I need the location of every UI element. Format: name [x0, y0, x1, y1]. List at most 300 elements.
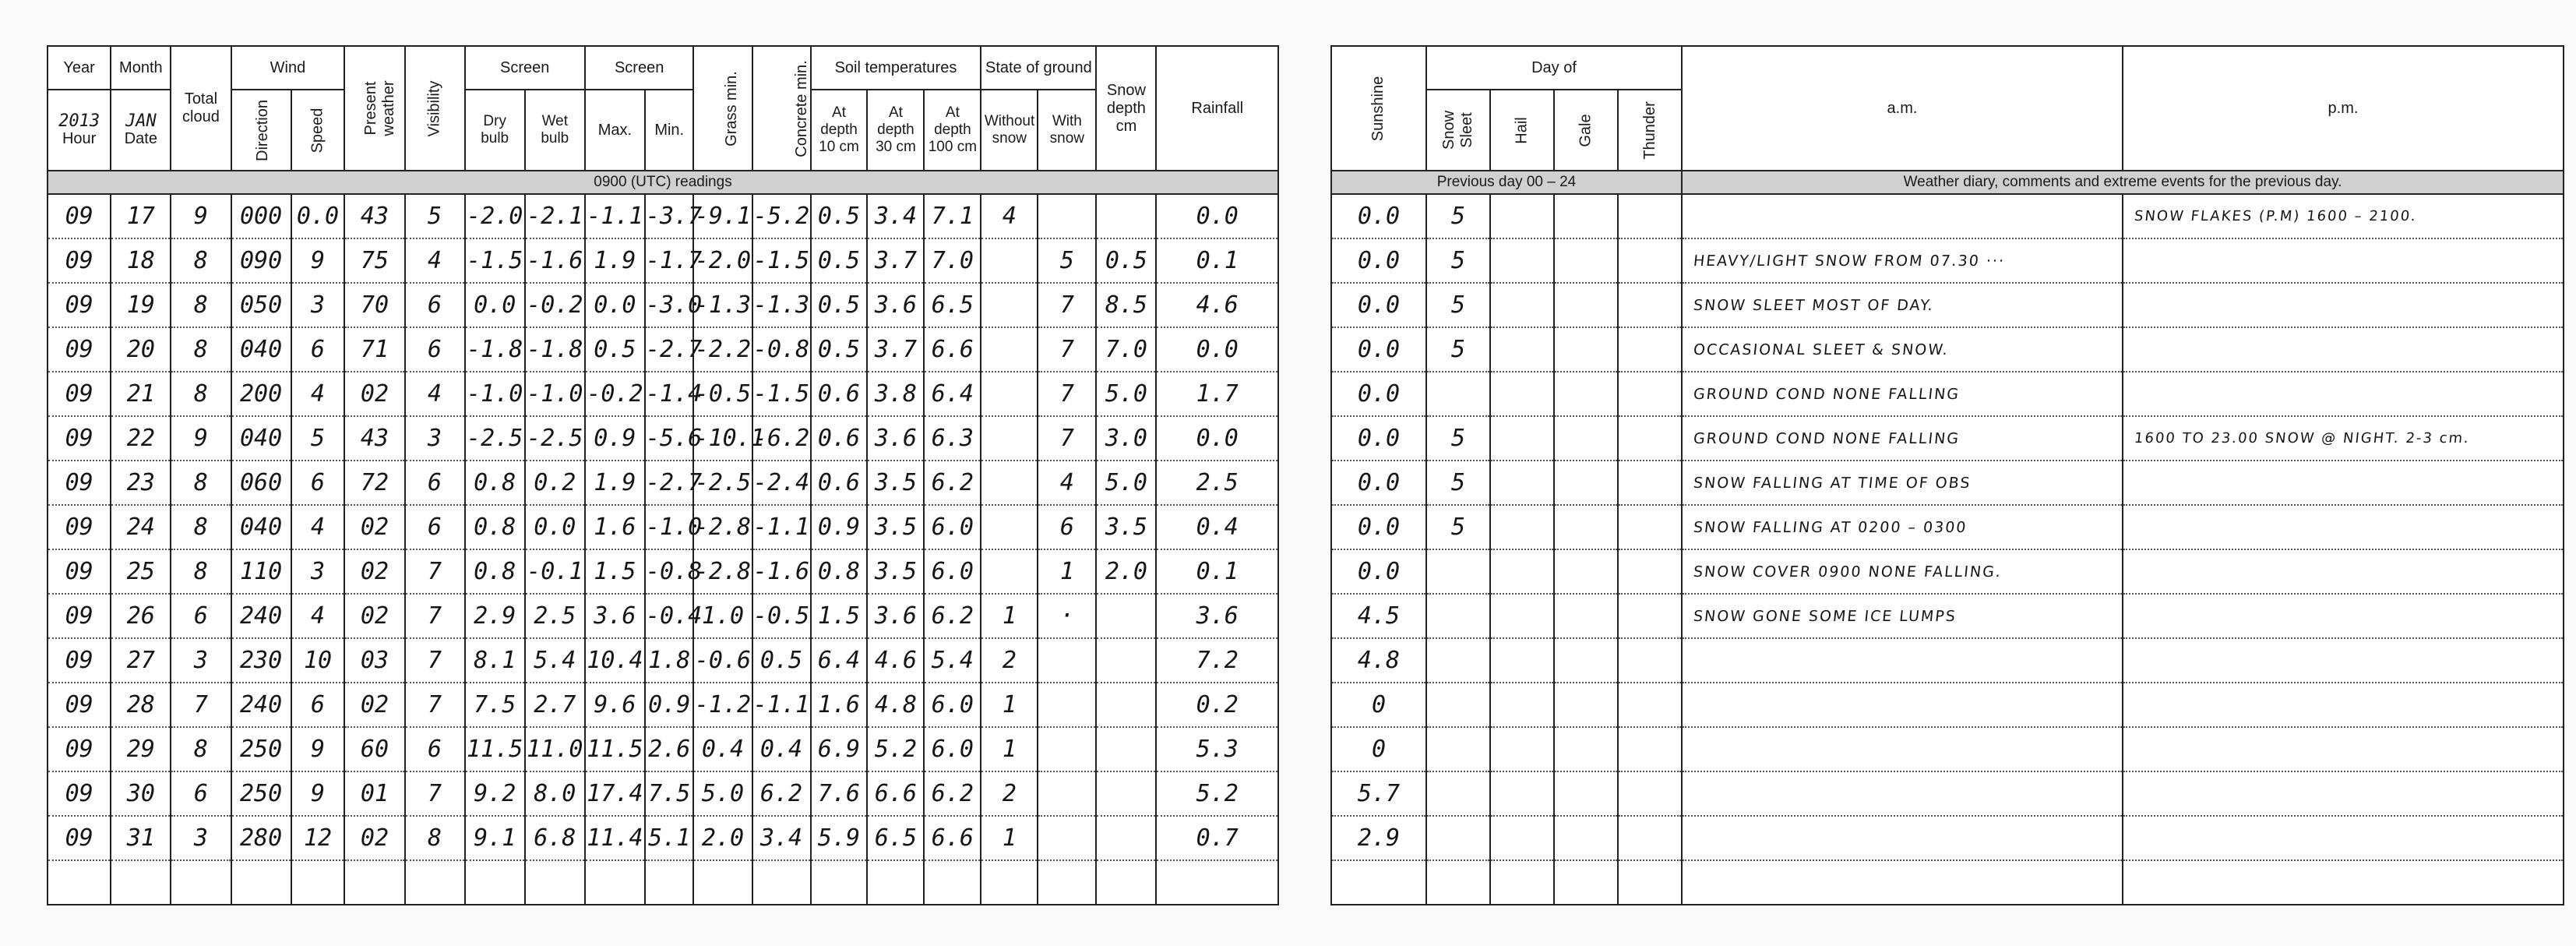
hour-cell: 09 — [48, 238, 111, 283]
hail-cell — [1490, 771, 1554, 816]
gale-cell — [1554, 238, 1618, 283]
soil-30cm-cell: 3.4 — [867, 194, 924, 238]
hour-header: 2013 Hour — [48, 90, 111, 171]
date-cell: 23 — [111, 461, 171, 505]
snow-depth-cell: 5.0 — [1096, 461, 1156, 505]
grass-min-cell: -10.1 — [693, 416, 752, 461]
sunshine-cell: 0.0 — [1331, 194, 1426, 238]
snow-depth-cell — [1096, 638, 1156, 683]
wind-speed-cell: 4 — [291, 594, 345, 638]
table-row — [48, 638, 1278, 683]
wind-speed-cell: 10 — [291, 638, 345, 683]
soil-10cm-cell: 0.9 — [811, 505, 868, 549]
ground-with-snow-cell: 5 — [1038, 238, 1096, 283]
concrete-min-cell: -0.8 — [752, 327, 811, 372]
wind-direction-cell: 230 — [231, 638, 291, 683]
soil-100cm-cell: 6.5 — [924, 283, 981, 327]
date-cell: 20 — [111, 327, 171, 372]
ground-without-snow-cell — [981, 283, 1038, 327]
thunder-cell — [1618, 505, 1682, 549]
year-header: Year — [48, 46, 111, 90]
am-cell — [1679, 683, 2125, 727]
snow-depth-cell — [1096, 816, 1156, 860]
hail-cell — [1490, 638, 1554, 683]
table-row — [48, 816, 1278, 860]
pm-cell — [2120, 238, 2566, 283]
total-cloud-cell: 8 — [171, 727, 231, 771]
table-row — [48, 372, 1278, 416]
snow-depth-cell: 3.0 — [1096, 416, 1156, 461]
hail-cell — [1490, 594, 1554, 638]
visibility-cell: 6 — [405, 727, 465, 771]
concrete-min-cell: 0.4 — [752, 727, 811, 771]
hour-cell: 09 — [48, 194, 111, 238]
wet-bulb-cell: -2.5 — [525, 416, 585, 461]
pm-cell — [2120, 372, 2566, 416]
date-cell — [111, 860, 171, 905]
ground-without-snow-cell — [981, 372, 1038, 416]
snow-cell — [1426, 816, 1490, 860]
table-row — [1331, 283, 2564, 327]
wind-speed-cell: 3 — [291, 549, 345, 594]
present-weather-cell: 43 — [344, 194, 404, 238]
depth-10cm-header: At depth 10 cm — [811, 90, 868, 171]
soil-100cm-cell — [924, 860, 981, 905]
total-cloud-cell: 8 — [171, 505, 231, 549]
date-cell: 18 — [111, 238, 171, 283]
visibility-cell: 7 — [405, 594, 465, 638]
readings-table — [47, 45, 1279, 905]
concrete-min-cell: 3.4 — [752, 816, 811, 860]
soil-30cm-cell: 6.5 — [867, 816, 924, 860]
wet-bulb-cell — [525, 860, 585, 905]
screen-min-cell: -3.0 — [645, 283, 694, 327]
ground-without-snow-cell: 1 — [981, 683, 1038, 727]
speed-header: Speed — [291, 90, 345, 171]
grass-min-cell: -1.2 — [693, 683, 752, 727]
wind-direction-cell: 110 — [231, 549, 291, 594]
soil-30cm-cell: 6.6 — [867, 771, 924, 816]
hail-cell — [1490, 683, 1554, 727]
ground-without-snow-cell — [981, 860, 1038, 905]
visibility-cell — [405, 860, 465, 905]
total-cloud-cell: 6 — [171, 594, 231, 638]
soil-10cm-cell: 6.9 — [811, 727, 868, 771]
ground-without-snow-cell: 4 — [981, 194, 1038, 238]
sunshine-header: Sunshine — [1331, 46, 1426, 171]
wet-bulb-cell: -0.1 — [525, 549, 585, 594]
concrete-min-cell: -1.3 — [752, 283, 811, 327]
total-cloud-cell: 7 — [171, 683, 231, 727]
screen-max-cell: 0.5 — [585, 327, 645, 372]
month-header: Month — [111, 46, 171, 90]
day-of-header: Day of — [1426, 46, 1682, 90]
soil-10cm-cell: 0.6 — [811, 372, 868, 416]
sunshine-cell: 0.0 — [1331, 372, 1426, 416]
sunshine-cell: 0.0 — [1331, 461, 1426, 505]
soil-100cm-cell: 6.2 — [924, 594, 981, 638]
snow-depth-cell: 5.0 — [1096, 372, 1156, 416]
soil-100cm-cell: 6.0 — [924, 549, 981, 594]
wet-bulb-cell: 2.7 — [525, 683, 585, 727]
am-cell: SNOW SLEET MOST OF DAY. — [1679, 283, 2125, 327]
concrete-min-cell: -5.2 — [752, 194, 811, 238]
soil-100cm-cell: 6.2 — [924, 461, 981, 505]
grass-min-header: Grass min. — [693, 46, 752, 171]
thunder-cell — [1618, 416, 1682, 461]
ground-with-snow-cell — [1038, 816, 1096, 860]
dry-bulb-cell: -1.5 — [465, 238, 525, 283]
wind-direction-cell: 060 — [231, 461, 291, 505]
soil-10cm-cell: 1.5 — [811, 594, 868, 638]
visibility-cell: 6 — [405, 505, 465, 549]
present-weather-cell: 72 — [344, 461, 404, 505]
soil-temperatures-header: Soil temperatures — [811, 46, 981, 90]
screen-min-cell: 2.6 — [645, 727, 694, 771]
rainfall-cell: 4.6 — [1156, 283, 1278, 327]
visibility-cell: 7 — [405, 683, 465, 727]
screen-max-cell: -1.1 — [585, 194, 645, 238]
total-cloud-cell: 8 — [171, 238, 231, 283]
rainfall-cell: 0.4 — [1156, 505, 1278, 549]
screen-max-cell — [585, 860, 645, 905]
am-cell: GROUND COND NONE FALLING — [1679, 416, 2125, 461]
date-cell: 25 — [111, 549, 171, 594]
thunder-cell — [1618, 461, 1682, 505]
ground-without-snow-cell: 1 — [981, 594, 1038, 638]
snow-cell — [1426, 372, 1490, 416]
gale-cell — [1554, 860, 1618, 905]
rainfall-cell: 5.3 — [1156, 727, 1278, 771]
grass-min-cell: -9.1 — [693, 194, 752, 238]
grass-min-cell: 0.4 — [693, 727, 752, 771]
wet-bulb-cell: 0.0 — [525, 505, 585, 549]
hour-cell: 09 — [48, 327, 111, 372]
hail-cell — [1490, 549, 1554, 594]
gale-cell — [1554, 638, 1618, 683]
visibility-cell: 6 — [405, 461, 465, 505]
sunshine-cell: 0 — [1331, 683, 1426, 727]
hail-header: Hail — [1490, 90, 1554, 171]
wind-direction-cell: 090 — [231, 238, 291, 283]
date-cell: 31 — [111, 816, 171, 860]
rainfall-cell: 0.0 — [1156, 416, 1278, 461]
hour-cell — [48, 860, 111, 905]
snow-depth-cell: 8.5 — [1096, 283, 1156, 327]
screen-max-cell: 1.6 — [585, 505, 645, 549]
screen-min-cell: -5.6 — [645, 416, 694, 461]
ground-without-snow-cell: 1 — [981, 727, 1038, 771]
ground-without-snow-cell — [981, 461, 1038, 505]
pm-cell — [2120, 860, 2566, 905]
snow-sleet-header: Snow Sleet — [1426, 90, 1490, 171]
rainfall-cell — [1156, 860, 1278, 905]
screen-header-2: Screen — [585, 46, 694, 90]
screen-min-cell: -0.8 — [645, 549, 694, 594]
hour-cell: 09 — [48, 505, 111, 549]
visibility-header: Visibility — [405, 46, 465, 171]
wind-speed-cell: 4 — [291, 505, 345, 549]
left-page-readings-form — [47, 45, 1279, 905]
wind-speed-cell: 9 — [291, 771, 345, 816]
screen-min-cell: 1.8 — [645, 638, 694, 683]
gale-cell — [1554, 727, 1618, 771]
soil-30cm-cell: 3.6 — [867, 283, 924, 327]
depth-100cm-header: At depth 100 cm — [924, 90, 981, 171]
date-cell: 30 — [111, 771, 171, 816]
am-cell — [1679, 816, 2125, 860]
gale-cell — [1554, 372, 1618, 416]
readings-band: 0900 (UTC) readings — [48, 171, 1278, 194]
am-cell: OCCASIONAL SLEET & SNOW. — [1679, 327, 2125, 372]
present-weather-cell — [344, 860, 404, 905]
screen-max-cell: 17.4 — [585, 771, 645, 816]
wind-speed-cell: 12 — [291, 816, 345, 860]
thunder-cell — [1618, 327, 1682, 372]
table-row — [48, 194, 1278, 238]
table-row — [48, 727, 1278, 771]
hour-cell: 09 — [48, 594, 111, 638]
date-cell: 24 — [111, 505, 171, 549]
table-row — [48, 238, 1278, 283]
previous-day-band: Previous day 00 – 24 — [1331, 171, 1682, 194]
soil-30cm-cell — [867, 860, 924, 905]
soil-100cm-cell: 6.6 — [924, 816, 981, 860]
ground-without-snow-cell: 2 — [981, 638, 1038, 683]
soil-30cm-cell: 3.7 — [867, 238, 924, 283]
hail-cell — [1490, 194, 1554, 238]
wind-speed-cell — [291, 860, 345, 905]
wet-bulb-cell: -1.6 — [525, 238, 585, 283]
hail-cell — [1490, 505, 1554, 549]
hour-cell: 09 — [48, 416, 111, 461]
min-header: Min. — [645, 90, 694, 171]
grass-min-cell — [693, 860, 752, 905]
table-row — [1331, 638, 2564, 683]
sunshine-cell: 0.0 — [1331, 327, 1426, 372]
dry-bulb-cell — [465, 860, 525, 905]
soil-10cm-cell — [811, 860, 868, 905]
right-page-diary-form — [1330, 45, 2563, 905]
soil-100cm-cell: 6.6 — [924, 327, 981, 372]
wet-bulb-cell: 2.5 — [525, 594, 585, 638]
wind-direction-cell: 240 — [231, 594, 291, 638]
max-header: Max. — [585, 90, 645, 171]
wet-bulb-cell: 0.2 — [525, 461, 585, 505]
total-cloud-cell: 8 — [171, 372, 231, 416]
screen-min-cell — [645, 860, 694, 905]
table-row — [1331, 683, 2564, 727]
screen-min-cell: -1.7 — [645, 238, 694, 283]
screen-max-cell: 1.9 — [585, 461, 645, 505]
thunder-cell — [1618, 194, 1682, 238]
soil-10cm-cell: 6.4 — [811, 638, 868, 683]
am-cell: SNOW FALLING AT TIME OF OBS — [1679, 461, 2125, 505]
thunder-cell — [1618, 283, 1682, 327]
dry-bulb-cell: 8.1 — [465, 638, 525, 683]
soil-100cm-cell: 7.0 — [924, 238, 981, 283]
am-cell: SNOW COVER 0900 NONE FALLING. — [1679, 549, 2125, 594]
date-cell: 19 — [111, 283, 171, 327]
present-weather-cell: 75 — [344, 238, 404, 283]
wind-speed-cell: 6 — [291, 327, 345, 372]
with-snow-header: With snow — [1038, 90, 1096, 171]
dry-bulb-cell: 11.5 — [465, 727, 525, 771]
table-row — [48, 683, 1278, 727]
dry-bulb-cell: -2.0 — [465, 194, 525, 238]
pm-cell — [2120, 638, 2566, 683]
hour-cell: 09 — [48, 816, 111, 860]
wet-bulb-cell: -0.2 — [525, 283, 585, 327]
ground-with-snow-cell: 7 — [1038, 327, 1096, 372]
ground-with-snow-cell — [1038, 860, 1096, 905]
screen-max-cell: 0.9 — [585, 416, 645, 461]
table-row — [1331, 416, 2564, 461]
wind-direction-cell: 000 — [231, 194, 291, 238]
dry-bulb-cell: 9.2 — [465, 771, 525, 816]
screen-min-cell: 0.9 — [645, 683, 694, 727]
wind-speed-cell: 6 — [291, 683, 345, 727]
pm-cell — [2120, 505, 2566, 549]
snow-depth-cell — [1096, 771, 1156, 816]
concrete-min-cell: -1.5 — [752, 372, 811, 416]
table-row — [48, 283, 1278, 327]
soil-100cm-cell: 6.4 — [924, 372, 981, 416]
wet-bulb-cell: -1.0 — [525, 372, 585, 416]
wind-direction-cell: 250 — [231, 727, 291, 771]
visibility-cell: 8 — [405, 816, 465, 860]
am-cell: SNOW FALLING AT 0200 – 0300 — [1679, 505, 2125, 549]
snow-depth-cell: 2.0 — [1096, 549, 1156, 594]
screen-max-cell: 1.9 — [585, 238, 645, 283]
screen-max-cell: 3.6 — [585, 594, 645, 638]
soil-10cm-cell: 0.5 — [811, 327, 868, 372]
wind-header: Wind — [231, 46, 345, 90]
screen-max-cell: 11.4 — [585, 816, 645, 860]
state-of-ground-header: State of ground — [981, 46, 1096, 90]
wet-bulb-header: Wet bulb — [525, 90, 585, 171]
concrete-min-cell: 0.5 — [752, 638, 811, 683]
ground-without-snow-cell — [981, 238, 1038, 283]
visibility-cell: 5 — [405, 194, 465, 238]
wind-direction-cell: 240 — [231, 683, 291, 727]
dry-bulb-cell: 2.9 — [465, 594, 525, 638]
hour-cell: 09 — [48, 638, 111, 683]
ground-with-snow-cell: 7 — [1038, 372, 1096, 416]
screen-max-cell: 1.5 — [585, 549, 645, 594]
grass-min-cell: -2.8 — [693, 505, 752, 549]
grass-min-cell: -0.6 — [693, 638, 752, 683]
wind-direction-cell: 280 — [231, 816, 291, 860]
soil-30cm-cell: 4.6 — [867, 638, 924, 683]
table-row — [48, 327, 1278, 372]
soil-30cm-cell: 3.5 — [867, 549, 924, 594]
table-row — [1331, 594, 2564, 638]
ground-with-snow-cell — [1038, 727, 1096, 771]
snow-depth-cell — [1096, 727, 1156, 771]
without-snow-header: Without snow — [981, 90, 1038, 171]
snow-depth-cell: 3.5 — [1096, 505, 1156, 549]
soil-100cm-cell: 6.0 — [924, 727, 981, 771]
present-weather-header: Present weather — [344, 46, 404, 171]
wind-direction-cell: 050 — [231, 283, 291, 327]
weather-diary-band: Weather diary, comments and extreme events for the previous day. — [1682, 171, 2564, 194]
gale-cell — [1554, 683, 1618, 727]
soil-100cm-cell: 6.2 — [924, 771, 981, 816]
soil-10cm-cell: 0.6 — [811, 416, 868, 461]
soil-10cm-cell: 0.6 — [811, 461, 868, 505]
gale-cell — [1554, 816, 1618, 860]
direction-header: Direction — [231, 90, 291, 171]
date-header: JAN Date — [111, 90, 171, 171]
grass-min-cell: 5.0 — [693, 771, 752, 816]
soil-10cm-cell: 5.9 — [811, 816, 868, 860]
date-cell: 22 — [111, 416, 171, 461]
ground-with-snow-cell: 4 — [1038, 461, 1096, 505]
visibility-cell: 7 — [405, 549, 465, 594]
grass-min-cell: -1.3 — [693, 283, 752, 327]
screen-min-cell: -0.4 — [645, 594, 694, 638]
gale-cell — [1554, 771, 1618, 816]
rainfall-cell: 0.1 — [1156, 549, 1278, 594]
grass-min-cell: 1.0 — [693, 594, 752, 638]
snow-cell: 5 — [1426, 505, 1490, 549]
hour-cell: 09 — [48, 283, 111, 327]
sunshine-cell: 0.0 — [1331, 416, 1426, 461]
concrete-min-cell: -0.5 — [752, 594, 811, 638]
am-cell — [1679, 771, 2125, 816]
total-cloud-cell: 3 — [171, 816, 231, 860]
date-cell: 27 — [111, 638, 171, 683]
thunder-cell — [1618, 816, 1682, 860]
wind-direction-cell: 250 — [231, 771, 291, 816]
total-cloud-cell: 9 — [171, 194, 231, 238]
gale-cell — [1554, 505, 1618, 549]
present-weather-cell: 70 — [344, 283, 404, 327]
date-cell: 29 — [111, 727, 171, 771]
screen-header-1: Screen — [465, 46, 585, 90]
concrete-min-cell — [752, 860, 811, 905]
hail-cell — [1490, 327, 1554, 372]
ground-without-snow-cell — [981, 549, 1038, 594]
pm-cell: 1600 TO 23.00 SNOW @ NIGHT. 2-3 cm. — [2120, 416, 2566, 461]
wind-direction-cell: 040 — [231, 327, 291, 372]
dry-bulb-cell: 9.1 — [465, 816, 525, 860]
snow-cell — [1426, 727, 1490, 771]
screen-max-cell: 11.5 — [585, 727, 645, 771]
table-row — [1331, 327, 2564, 372]
ground-without-snow-cell: 2 — [981, 771, 1038, 816]
dry-bulb-cell: 7.5 — [465, 683, 525, 727]
sunshine-cell — [1331, 860, 1426, 905]
rainfall-cell: 0.7 — [1156, 816, 1278, 860]
ground-with-snow-cell: 7 — [1038, 283, 1096, 327]
total-cloud-cell — [171, 860, 231, 905]
grass-min-cell: -0.5 — [693, 372, 752, 416]
present-weather-cell: 02 — [344, 816, 404, 860]
total-cloud-header: Total cloud — [171, 46, 231, 171]
ground-with-snow-cell — [1038, 771, 1096, 816]
pm-cell — [2120, 594, 2566, 638]
rainfall-cell: 3.6 — [1156, 594, 1278, 638]
snow-depth-cell — [1096, 683, 1156, 727]
table-row — [1331, 372, 2564, 416]
sunshine-cell: 5.7 — [1331, 771, 1426, 816]
thunder-cell — [1618, 594, 1682, 638]
rainfall-cell: 0.0 — [1156, 327, 1278, 372]
am-cell — [1679, 860, 2125, 905]
visibility-cell: 6 — [405, 283, 465, 327]
